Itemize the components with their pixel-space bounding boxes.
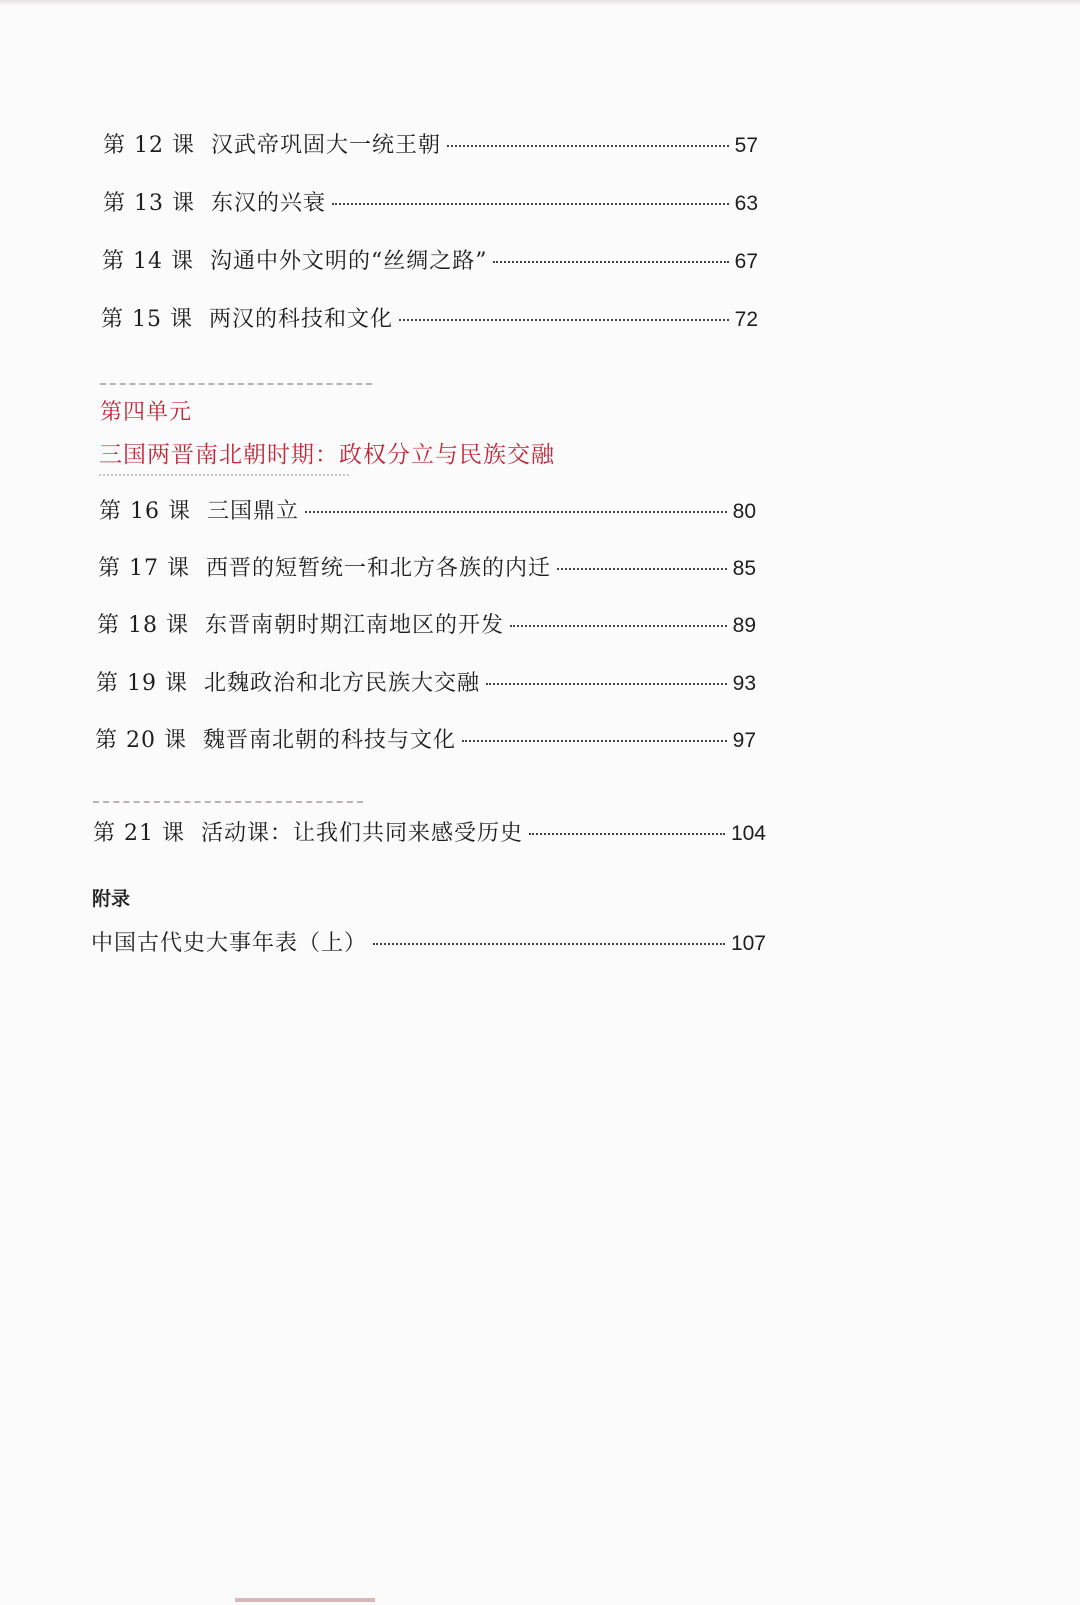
lesson-title: 活动课：让我们共同来感受历史 (200, 821, 523, 846)
lesson-number: 第 17 课 (98, 556, 190, 581)
dot-leader (399, 319, 729, 321)
toc-entry-lesson-21 (93, 816, 766, 847)
page-number: 93 (732, 672, 756, 695)
toc-entry-lesson-14 (102, 244, 758, 275)
lesson-title: 东汉的兴衰 (210, 191, 326, 216)
lesson-number: 第 14 课 (102, 249, 194, 274)
unit-title-underline (99, 474, 349, 476)
section-divider-rule (93, 801, 363, 803)
lesson-title: 汉武帝巩固大一统王朝 (210, 133, 441, 158)
toc-entry-lesson-17 (98, 551, 756, 582)
appendix-entry-title: 中国古代史大事年表（上） (91, 931, 368, 956)
page-number: 67 (734, 250, 758, 273)
lesson-title: 魏晋南北朝的科技与文化 (202, 728, 456, 753)
dot-leader (332, 203, 729, 205)
lesson-number: 第 13 课 (103, 191, 195, 216)
lesson-title: 东晋南朝时期江南地区的开发 (204, 613, 504, 638)
dot-leader (373, 943, 725, 945)
dot-leader (486, 683, 727, 685)
dot-leader (305, 511, 727, 513)
unit-divider-rule (100, 383, 372, 385)
page-number: 104 (730, 822, 766, 845)
dot-leader (447, 145, 729, 147)
lesson-title: 两汉的科技和文化 (208, 307, 393, 332)
appendix-heading: 附录 (92, 888, 131, 910)
toc-entry-lesson-13 (103, 186, 758, 217)
lesson-number: 第 12 课 (103, 133, 195, 158)
lesson-title: 沟通中外文明的“丝绸之路” (209, 249, 488, 274)
page-number: 97 (732, 729, 756, 752)
toc-entry-lesson-12 (103, 128, 758, 159)
page-number: 63 (734, 192, 758, 215)
dot-leader (510, 625, 727, 627)
lesson-number: 第 19 课 (96, 671, 188, 696)
toc-entry-lesson-15 (101, 302, 758, 333)
page-number: 85 (732, 557, 756, 580)
unit-title: 三国两晋南北朝时期：政权分立与民族交融 (99, 442, 555, 468)
toc-entry-lesson-18 (97, 608, 756, 639)
page-number: 72 (734, 308, 758, 331)
dot-leader (557, 568, 727, 570)
lesson-title: 三国鼎立 (206, 499, 299, 524)
lesson-number: 第 20 课 (95, 728, 187, 753)
lesson-number: 第 16 课 (99, 499, 191, 524)
page-number: 107 (730, 932, 766, 955)
page-top-edge (0, 0, 1080, 6)
toc-entry-lesson-20 (95, 723, 756, 754)
page-number: 89 (732, 614, 756, 637)
dot-leader (493, 261, 728, 263)
bottom-edge-mark (235, 1598, 375, 1602)
toc-entry-appendix-chronology (91, 926, 766, 957)
toc-entry-lesson-16 (99, 494, 756, 525)
dot-leader (462, 740, 727, 742)
dot-leader (529, 833, 725, 835)
page-number: 57 (734, 134, 758, 157)
lesson-number: 第 18 课 (97, 613, 189, 638)
lesson-title: 西晋的短暂统一和北方各族的内迁 (205, 556, 551, 581)
lesson-title: 北魏政治和北方民族大交融 (203, 671, 480, 696)
lesson-number: 第 15 课 (101, 307, 193, 332)
toc-entry-lesson-19 (96, 666, 756, 697)
lesson-number: 第 21 课 (93, 821, 185, 846)
unit-label: 第四单元 (100, 400, 193, 425)
page-number: 80 (732, 500, 756, 523)
